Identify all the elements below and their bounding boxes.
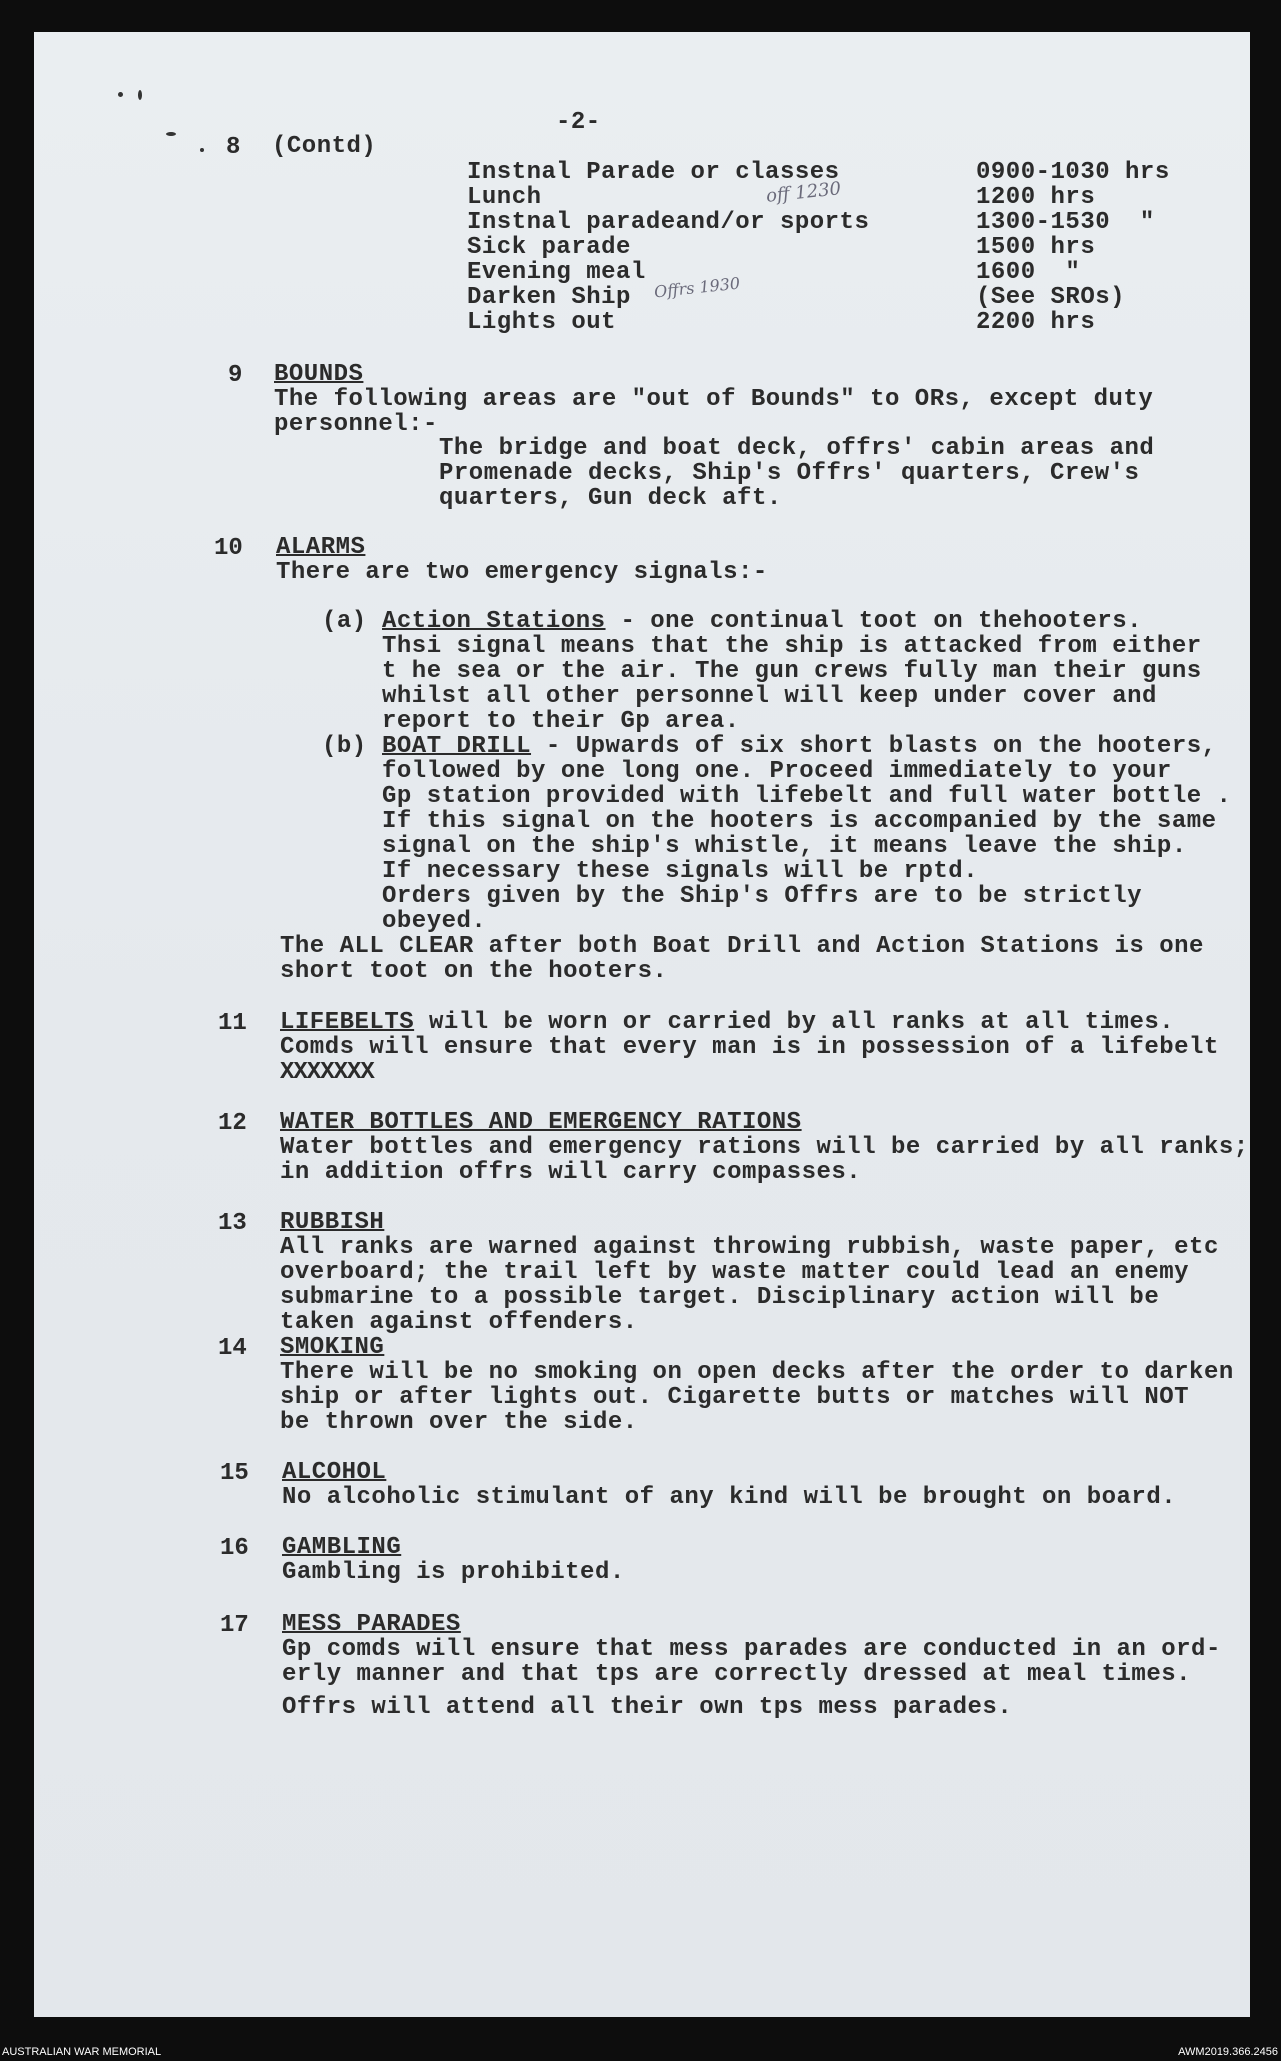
section-heading: MESS PARADES [282,1611,461,1638]
body-line: If necessary these signals will be rptd. [382,858,979,885]
section-number: 9 [228,362,243,389]
section-heading: ALARMS [276,534,366,561]
section-number: 17 [220,1612,249,1639]
section-number: 11 [218,1010,247,1037]
section-heading: SMOKING [280,1334,385,1361]
body-line: Water bottles and emergency rations will be carried by all ranks; [280,1134,1249,1161]
section-heading: GAMBLING [282,1534,402,1561]
section-number: 15 [220,1460,249,1487]
body-line: If this signal on the hooters is accompanied by the same [382,808,1217,835]
body-line [280,1010,1174,1035]
body-line: whilst all other personnel will keep under cover and [382,683,1157,710]
body-line: signal on the ship's whistle, it means leave the ship. [382,833,1187,860]
pencil-annotation: Offrs 1930 [653,273,741,302]
page-number: -2- [556,109,601,136]
schedule-item: Lunch [467,184,542,211]
body-line: Gp station provided with lifebelt and full water bottle . [382,783,1232,810]
section-number: 14 [218,1335,247,1362]
body-line: Gp comds will ensure that mess parades are conducted in an ord- [282,1636,1221,1663]
schedule-item: Lights out [467,309,617,336]
item-text: - Upwards of six short blasts on the hooters, [531,733,1217,760]
stray-mark [200,148,204,152]
section-number: 12 [218,1110,247,1137]
body-line: personnel:- [274,411,438,438]
body-line: taken against offenders. [280,1309,638,1336]
body-line: The ALL CLEAR after both Boat Drill and Action Stations is one [280,933,1204,960]
section-heading: BOUNDS [274,361,364,388]
section-number: 13 [218,1210,247,1237]
section-heading: ALCOHOL [282,1459,387,1486]
schedule-time: 1500 hrs [976,234,1096,261]
stray-mark [138,90,142,100]
body-line: quarters, Gun deck aft. [439,485,782,512]
item-label: (b) [322,733,367,760]
body-line: be thrown over the side. [280,1409,638,1436]
schedule-item: Sick parade [467,234,631,261]
footer-reference: AWM2019.366.2456 [1178,2046,1278,2058]
footer-credit: AUSTRALIAN WAR MEMORIAL [2,2046,162,2058]
schedule-time: 1600 " [976,259,1081,286]
body-line: report to their Gp area. [382,708,740,735]
body-line [382,734,1217,759]
item-label: (a) [322,608,367,635]
stray-mark [118,92,123,97]
body-line: ship or after lights out. Cigarette butts or matches will NOT [280,1384,1190,1411]
item-heading: BOAT DRILL [382,733,532,760]
item-text: - one continual toot on thehooters. [605,608,1143,635]
body-line: There are two emergency signals:- [276,559,768,586]
body-line: t he sea or the air. The gun crews fully man their guns [382,658,1202,685]
body-line: Thsi signal means that the ship is attacked from either [382,633,1202,660]
schedule-time: 1200 hrs [976,184,1096,211]
body-line: short toot on the hooters. [280,958,668,985]
schedule-time: (See SROs) [976,284,1126,311]
body-line: All ranks are warned against throwing rubbish, waste paper, etc [280,1234,1219,1261]
schedule-time: 0900-1030 hrs [976,159,1170,186]
schedule-time: 1300-1530 " [976,209,1155,236]
body-line: No alcoholic stimulant of any kind will be brought on board. [282,1484,1177,1511]
item-text: will be worn or carried by all ranks at all times. [414,1009,1175,1036]
body-line: overboard; the trail left by waste matter could lead an enemy [280,1259,1190,1286]
schedule-item: Instnal Parade or classes [467,159,840,186]
body-line [382,609,1142,634]
schedule-item: Evening meal [467,259,646,286]
item-heading: Action Stations [382,608,606,635]
schedule-item: Instnal paradeand/or sports [467,209,870,236]
body-line: The following areas are "out of Bounds" to ORs, except duty [274,386,1154,413]
section-number: 8 [226,134,241,161]
body-line: Promenade decks, Ship's Offrs' quarters, Crew's [439,460,1140,487]
struck-text: XXXXXXX [280,1059,374,1086]
body-line: Gambling is prohibited. [282,1559,625,1586]
section-heading: RUBBISH [280,1209,385,1236]
body-line: There will be no smoking on open decks after the order to darken [280,1359,1234,1386]
schedule-item: Darken Ship [467,284,631,311]
body-line: in addition offrs will carry compasses. [280,1159,862,1186]
schedule-time: 2200 hrs [976,309,1096,336]
section-heading: WATER BOTTLES AND EMERGENCY RATIONS [280,1109,802,1136]
section-number: 16 [220,1535,249,1562]
body-line: Orders given by the Ship's Offrs are to be strictly [382,883,1143,910]
stray-mark [166,132,176,136]
body-line: followed by one long one. Proceed immediately to your [382,758,1172,785]
body-line: erly manner and that tps are correctly dressed at meal times. [282,1661,1192,1688]
section-heading: (Contd) [272,133,377,160]
body-line: submarine to a possible target. Disciplinary action will be [280,1284,1160,1311]
section-number: 10 [214,535,243,562]
body-line: obeyed. [382,908,487,935]
body-line: Offrs will attend all their own tps mess parades. [282,1694,1013,1721]
body-line: The bridge and boat deck, offrs' cabin areas and [439,435,1155,462]
body-line: Comds will ensure that every man is in possession of a lifebelt [280,1034,1219,1061]
pencil-annotation: off 1230 [765,178,843,207]
section-heading: LIFEBELTS [280,1009,415,1036]
